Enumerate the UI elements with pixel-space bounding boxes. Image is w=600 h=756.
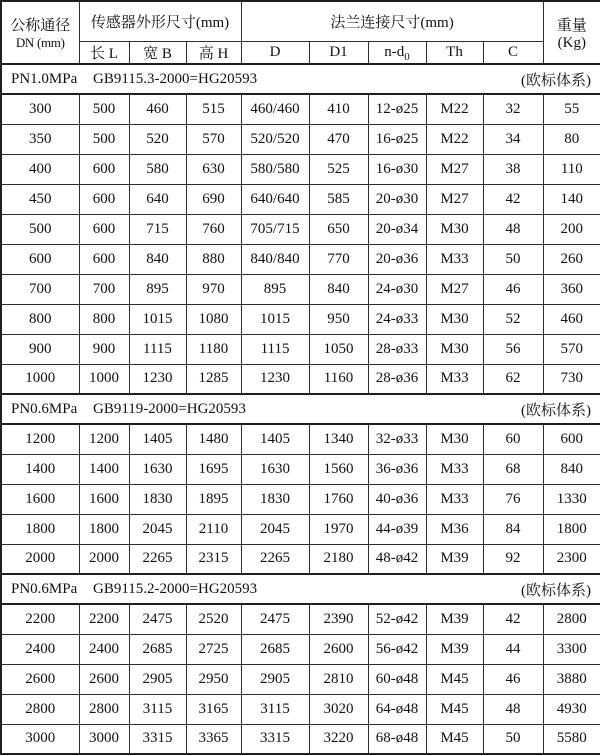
cell-weight: 570: [543, 334, 600, 364]
cell-dn: 1000: [1, 364, 79, 394]
cell-th: M30: [426, 304, 483, 334]
cell-d: 840/840: [241, 244, 309, 274]
cell-dn: 1200: [1, 424, 79, 454]
cell-n-d0: 68-ø48: [368, 724, 426, 754]
cell-length-l: 1600: [79, 484, 129, 514]
table-row: [1, 304, 600, 334]
table-row: [1, 544, 600, 574]
cell-c: 56: [483, 334, 543, 364]
cell-width-b: 1115: [129, 334, 186, 364]
cell-th: M27: [426, 184, 483, 214]
col-header-height-h: 高 H: [186, 41, 241, 64]
cell-weight: 3880: [543, 664, 600, 694]
cell-n-d0: 52-ø42: [368, 604, 426, 634]
cell-weight: 2800: [543, 604, 600, 634]
col-header-n-d0: [368, 41, 426, 64]
cell-dn: 300: [1, 94, 79, 124]
cell-c: 44: [483, 634, 543, 664]
section-header-cell: [1, 394, 600, 424]
section-standard-system: (欧标体系): [521, 402, 592, 419]
section-standard-system: (欧标体系): [521, 72, 592, 89]
cell-height-h: 3165: [186, 694, 241, 724]
cell-weight: 55: [543, 94, 600, 124]
cell-length-l: 1400: [79, 454, 129, 484]
cell-n-d0: 64-ø48: [368, 694, 426, 724]
cell-n-d0: 40-ø36: [368, 484, 426, 514]
cell-length-l: 500: [79, 124, 129, 154]
cell-weight: 140: [543, 184, 600, 214]
cell-width-b: 715: [129, 214, 186, 244]
cell-n-d0: 24-ø33: [368, 304, 426, 334]
section-header-cell: [1, 64, 600, 94]
cell-d: 895: [241, 274, 309, 304]
cell-length-l: 3000: [79, 724, 129, 754]
cell-height-h: 2315: [186, 544, 241, 574]
cell-d: 2265: [241, 544, 309, 574]
table-row: [1, 154, 600, 184]
cell-d1: 1160: [309, 364, 368, 394]
cell-th: M39: [426, 544, 483, 574]
cell-th: M45: [426, 724, 483, 754]
cell-d1: 470: [309, 124, 368, 154]
table-row: [1, 274, 600, 304]
cell-width-b: 2685: [129, 634, 186, 664]
cell-c: 42: [483, 604, 543, 634]
cell-th: M45: [426, 694, 483, 724]
cell-d1: 1970: [309, 514, 368, 544]
cell-weight: 80: [543, 124, 600, 154]
cell-d1: 840: [309, 274, 368, 304]
cell-th: M30: [426, 424, 483, 454]
cell-width-b: 895: [129, 274, 186, 304]
cell-width-b: 2265: [129, 544, 186, 574]
cell-width-b: 1405: [129, 424, 186, 454]
cell-d1: 650: [309, 214, 368, 244]
cell-weight: 600: [543, 424, 600, 454]
cell-d: 2475: [241, 604, 309, 634]
cell-c: 52: [483, 304, 543, 334]
cell-dn: 2600: [1, 664, 79, 694]
cell-dn: 500: [1, 214, 79, 244]
cell-height-h: 1480: [186, 424, 241, 454]
table-row: [1, 514, 600, 544]
section-pressure-rating: PN1.0MPa: [11, 70, 78, 87]
cell-dn: 2400: [1, 634, 79, 664]
cell-d: 2685: [241, 634, 309, 664]
cell-height-h: 760: [186, 214, 241, 244]
cell-length-l: 700: [79, 274, 129, 304]
cell-height-h: 1285: [186, 364, 241, 394]
n-d-label: n-d: [384, 43, 405, 60]
cell-length-l: 1000: [79, 364, 129, 394]
section-standard-code: GB9119-2000=HG20593: [93, 400, 246, 417]
cell-length-l: 2600: [79, 664, 129, 694]
cell-height-h: 2950: [186, 664, 241, 694]
cell-d: 1830: [241, 484, 309, 514]
weight-label: 重量: [556, 17, 587, 34]
cell-height-h: 3365: [186, 724, 241, 754]
cell-height-h: 2520: [186, 604, 241, 634]
n-d-subscript: 0: [404, 50, 410, 63]
cell-th: M30: [426, 334, 483, 364]
section-header-row: [1, 394, 600, 424]
cell-n-d0: 20-ø34: [368, 214, 426, 244]
cell-th: M33: [426, 244, 483, 274]
cell-n-d0: 20-ø30: [368, 184, 426, 214]
section-header-row: [1, 574, 600, 604]
cell-d1: 2390: [309, 604, 368, 634]
cell-c: 50: [483, 724, 543, 754]
cell-th: M22: [426, 94, 483, 124]
cell-n-d0: 24-ø30: [368, 274, 426, 304]
cell-d1: 2810: [309, 664, 368, 694]
cell-d: 3315: [241, 724, 309, 754]
section-standard-system: (欧标体系): [521, 582, 592, 599]
cell-d: 1115: [241, 334, 309, 364]
cell-length-l: 1200: [79, 424, 129, 454]
cell-d: 460/460: [241, 94, 309, 124]
col-header-length-l: 长 L: [79, 41, 129, 64]
cell-c: 46: [483, 274, 543, 304]
table-row: [1, 94, 600, 124]
cell-d1: 410: [309, 94, 368, 124]
cell-d: 3115: [241, 694, 309, 724]
cell-n-d0: 36-ø36: [368, 454, 426, 484]
cell-dn: 1400: [1, 454, 79, 484]
cell-c: 84: [483, 514, 543, 544]
cell-th: M33: [426, 364, 483, 394]
cell-height-h: 690: [186, 184, 241, 214]
cell-c: 50: [483, 244, 543, 274]
cell-length-l: 2000: [79, 544, 129, 574]
cell-width-b: 520: [129, 124, 186, 154]
cell-length-l: 2800: [79, 694, 129, 724]
dn-label: 公称通径: [10, 18, 71, 34]
cell-length-l: 900: [79, 334, 129, 364]
col-header-c: C: [483, 41, 543, 64]
cell-width-b: 3115: [129, 694, 186, 724]
cell-weight: 730: [543, 364, 600, 394]
cell-weight: 3300: [543, 634, 600, 664]
cell-height-h: 2725: [186, 634, 241, 664]
cell-n-d0: 28-ø36: [368, 364, 426, 394]
cell-th: M36: [426, 514, 483, 544]
table-row: [1, 364, 600, 394]
cell-n-d0: 28-ø33: [368, 334, 426, 364]
col-header-weight: [543, 1, 600, 64]
cell-dn: 2800: [1, 694, 79, 724]
cell-th: M39: [426, 604, 483, 634]
cell-dn: 1600: [1, 484, 79, 514]
cell-d: 580/580: [241, 154, 309, 184]
cell-dn: 1800: [1, 514, 79, 544]
cell-n-d0: 56-ø42: [368, 634, 426, 664]
cell-dn: 450: [1, 184, 79, 214]
cell-height-h: 1180: [186, 334, 241, 364]
cell-dn: 800: [1, 304, 79, 334]
section-pressure-rating: PN0.6MPa: [11, 580, 78, 597]
cell-width-b: 1630: [129, 454, 186, 484]
cell-d: 520/520: [241, 124, 309, 154]
cell-length-l: 600: [79, 154, 129, 184]
cell-weight: 460: [543, 304, 600, 334]
cell-d1: 2600: [309, 634, 368, 664]
cell-th: M27: [426, 274, 483, 304]
cell-d1: 1340: [309, 424, 368, 454]
cell-width-b: 640: [129, 184, 186, 214]
section-header-row: [1, 64, 600, 94]
col-header-d: D: [241, 41, 309, 64]
col-header-th: Th: [426, 41, 483, 64]
cell-length-l: 600: [79, 214, 129, 244]
cell-th: M45: [426, 664, 483, 694]
table-row: [1, 214, 600, 244]
section-header-cell: [1, 574, 600, 604]
cell-height-h: 1895: [186, 484, 241, 514]
table-row: [1, 724, 600, 754]
cell-n-d0: 32-ø33: [368, 424, 426, 454]
cell-length-l: 800: [79, 304, 129, 334]
cell-d: 705/715: [241, 214, 309, 244]
cell-weight: 200: [543, 214, 600, 244]
cell-th: M30: [426, 214, 483, 244]
cell-d1: 525: [309, 154, 368, 184]
cell-width-b: 1830: [129, 484, 186, 514]
sub-header-row: [1, 41, 600, 64]
cell-c: 76: [483, 484, 543, 514]
cell-length-l: 2400: [79, 634, 129, 664]
cell-c: 48: [483, 694, 543, 724]
table-row: [1, 184, 600, 214]
cell-c: 62: [483, 364, 543, 394]
cell-c: 38: [483, 154, 543, 184]
cell-dn: 2000: [1, 544, 79, 574]
cell-weight: 4930: [543, 694, 600, 724]
col-header-dn: [1, 1, 79, 64]
cell-width-b: 1230: [129, 364, 186, 394]
cell-width-b: 2475: [129, 604, 186, 634]
cell-weight: 1330: [543, 484, 600, 514]
cell-length-l: 1800: [79, 514, 129, 544]
cell-height-h: 1695: [186, 454, 241, 484]
cell-weight: 1800: [543, 514, 600, 544]
cell-weight: 110: [543, 154, 600, 184]
cell-width-b: 1015: [129, 304, 186, 334]
cell-height-h: 880: [186, 244, 241, 274]
table-row: [1, 604, 600, 634]
cell-width-b: 580: [129, 154, 186, 184]
cell-th: M22: [426, 124, 483, 154]
cell-dn: 3000: [1, 724, 79, 754]
cell-weight: 2300: [543, 544, 600, 574]
section-standard-code: GB9115.3-2000=HG20593: [93, 70, 258, 87]
weight-unit-label: (Kg): [557, 34, 586, 51]
cell-d: 2045: [241, 514, 309, 544]
cell-d1: 1760: [309, 484, 368, 514]
cell-d: 1405: [241, 424, 309, 454]
cell-width-b: 460: [129, 94, 186, 124]
cell-c: 46: [483, 664, 543, 694]
cell-height-h: 630: [186, 154, 241, 184]
cell-height-h: 570: [186, 124, 241, 154]
cell-d1: 1560: [309, 454, 368, 484]
cell-c: 60: [483, 424, 543, 454]
cell-length-l: 500: [79, 94, 129, 124]
col-group-sensor-dimensions: 传感器外形尺寸(mm): [79, 1, 241, 41]
cell-th: M39: [426, 634, 483, 664]
cell-n-d0: 16-ø30: [368, 154, 426, 184]
cell-width-b: 2045: [129, 514, 186, 544]
cell-weight: 360: [543, 274, 600, 304]
cell-height-h: 1080: [186, 304, 241, 334]
group-header-row: [1, 1, 600, 41]
col-header-d1: D1: [309, 41, 368, 64]
table-row: [1, 334, 600, 364]
cell-n-d0: 44-ø39: [368, 514, 426, 544]
cell-th: M27: [426, 154, 483, 184]
col-header-width-b: 宽 B: [129, 41, 186, 64]
cell-d1: 1050: [309, 334, 368, 364]
cell-d1: 3220: [309, 724, 368, 754]
cell-dn: 350: [1, 124, 79, 154]
cell-d1: 950: [309, 304, 368, 334]
cell-length-l: 600: [79, 244, 129, 274]
section-standard-code: GB9115.2-2000=HG20593: [93, 580, 258, 597]
cell-width-b: 2905: [129, 664, 186, 694]
table-row: [1, 664, 600, 694]
cell-dn: 700: [1, 274, 79, 304]
table-row: [1, 424, 600, 454]
cell-d: 1015: [241, 304, 309, 334]
cell-width-b: 840: [129, 244, 186, 274]
cell-n-d0: 48-ø42: [368, 544, 426, 574]
cell-c: 42: [483, 184, 543, 214]
col-group-flange-dimensions: 法兰连接尺寸(mm): [241, 1, 543, 41]
cell-dn: 900: [1, 334, 79, 364]
table-row: [1, 694, 600, 724]
cell-height-h: 970: [186, 274, 241, 304]
cell-height-h: 2110: [186, 514, 241, 544]
cell-d1: 585: [309, 184, 368, 214]
table-row: [1, 454, 600, 484]
table-row: [1, 124, 600, 154]
cell-dn: 400: [1, 154, 79, 184]
cell-d1: 2180: [309, 544, 368, 574]
cell-dn: 600: [1, 244, 79, 274]
cell-th: M33: [426, 454, 483, 484]
section-pressure-rating: PN0.6MPa: [11, 400, 78, 417]
cell-d1: 3020: [309, 694, 368, 724]
cell-height-h: 515: [186, 94, 241, 124]
cell-dn: 2200: [1, 604, 79, 634]
dn-unit-label: DN (mm): [15, 35, 65, 50]
table-row: [1, 244, 600, 274]
cell-c: 32: [483, 94, 543, 124]
cell-c: 48: [483, 214, 543, 244]
cell-c: 68: [483, 454, 543, 484]
cell-c: 92: [483, 544, 543, 574]
cell-d: 1630: [241, 454, 309, 484]
table-row: [1, 634, 600, 664]
cell-length-l: 600: [79, 184, 129, 214]
cell-n-d0: 60-ø48: [368, 664, 426, 694]
cell-weight: 260: [543, 244, 600, 274]
cell-d: 2905: [241, 664, 309, 694]
cell-n-d0: 12-ø25: [368, 94, 426, 124]
cell-d: 640/640: [241, 184, 309, 214]
cell-n-d0: 16-ø25: [368, 124, 426, 154]
cell-weight: 840: [543, 454, 600, 484]
cell-n-d0: 20-ø36: [368, 244, 426, 274]
cell-d1: 770: [309, 244, 368, 274]
cell-th: M33: [426, 484, 483, 514]
cell-c: 34: [483, 124, 543, 154]
cell-weight: 5580: [543, 724, 600, 754]
cell-d: 1230: [241, 364, 309, 394]
cell-width-b: 3315: [129, 724, 186, 754]
table-row: [1, 484, 600, 514]
cell-length-l: 2200: [79, 604, 129, 634]
